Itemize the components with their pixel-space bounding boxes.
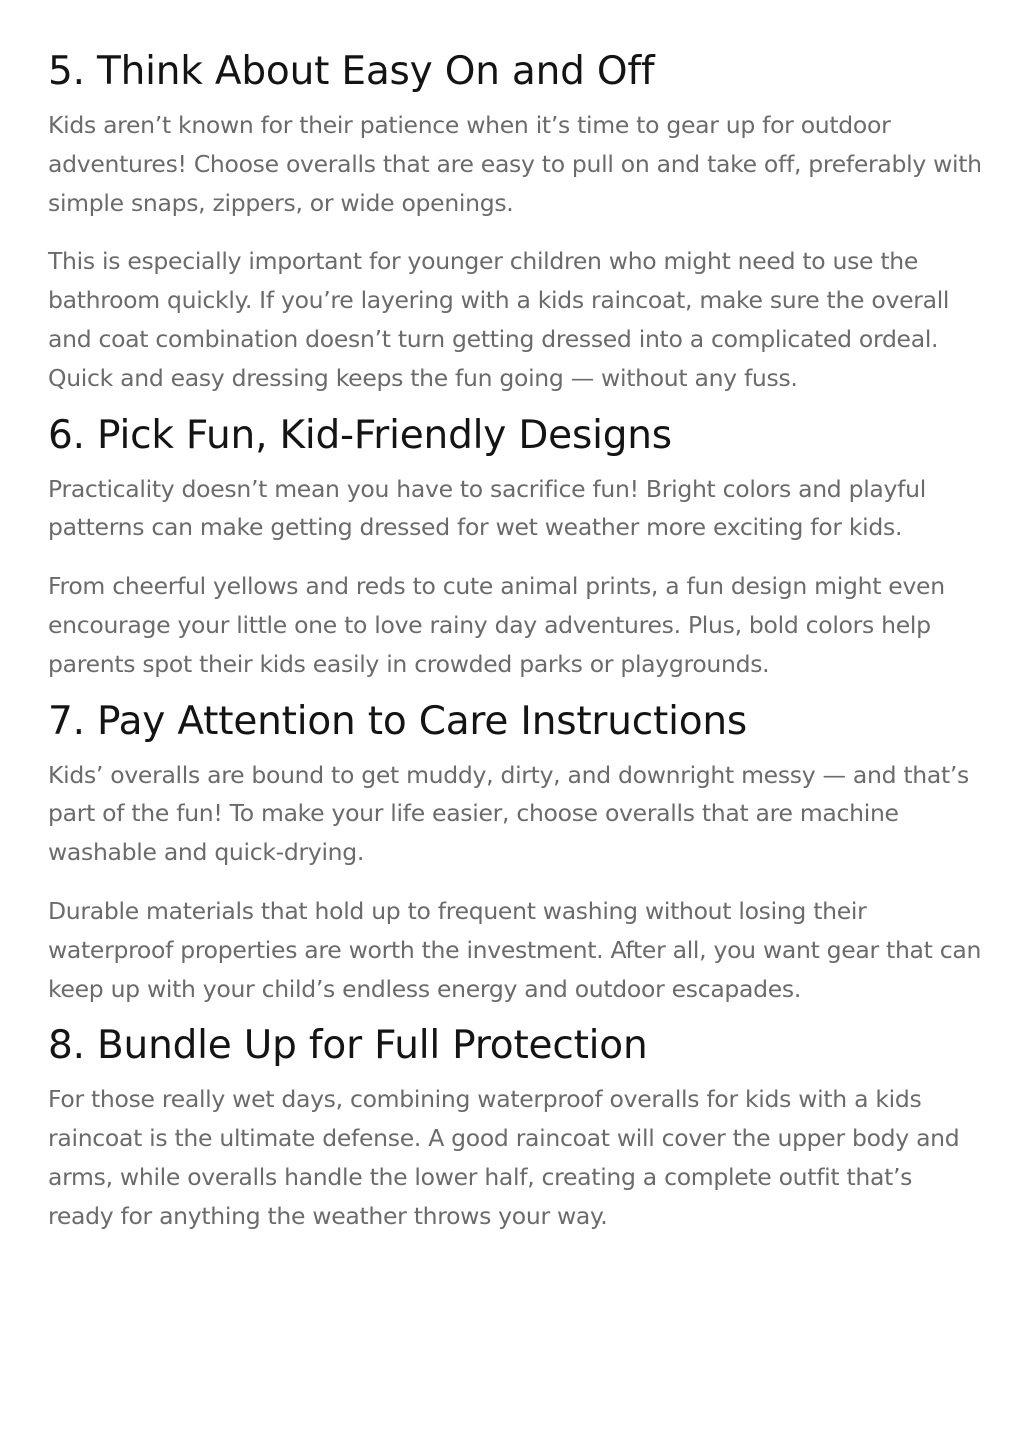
section-care-instructions xyxy=(48,694,984,1009)
section-heading: 7. Pay Attention to Care Instructions xyxy=(48,698,748,744)
section-paragraph: For those really wet days, combining waterproof overalls for kids with a kids raincoat is the ultimate defense. A good raincoat will cover the upper body and arms, while overalls handle the lower half, creating a complete outfit that’s ready for anything the weather throws your way. xyxy=(48,1085,960,1230)
section-paragraph: This is especially important for younger children who might need to use the bathroom quickly. If you’re layering with a kids raincoat, make sure the overall and coat combination doesn’t turn getting dressed into a complicated ordeal. Quick and easy dressing keeps the fun going — without any fuss. xyxy=(48,247,950,392)
section-heading: 8. Bundle Up for Full Protection xyxy=(48,1023,648,1069)
section-easy-on-off xyxy=(48,44,984,398)
section-fun-designs xyxy=(48,408,984,684)
section-full-protection xyxy=(48,1018,984,1235)
section-paragraph: From cheerful yellows and reds to cute animal prints, a fun design might even encourage your little one to love rainy day adventures. Plus, bold colors help parents spot their kids easily in crowded parks or playgrounds. xyxy=(48,572,945,678)
section-paragraph: Durable materials that hold up to frequent washing without losing their waterproof properties are worth the investment. After all, you want gear that can keep up with your child’s endless energy and outdoor escapades. xyxy=(48,896,982,1003)
section-heading: 6. Pick Fun, Kid-Friendly Designs xyxy=(48,412,672,458)
section-paragraph: Practicality doesn’t mean you have to sacrifice fun! Bright colors and playful patterns can make getting dressed for wet weather more exciting for kids. xyxy=(48,474,926,542)
section-paragraph: Kids’ overalls are bound to get muddy, dirty, and downright messy — and that’s part of the fun! To make your life easier, choose overalls that are machine washable and quick-drying. xyxy=(48,760,969,867)
section-heading: 5. Think About Easy On and Off xyxy=(48,49,655,94)
section-paragraph: Kids aren’t known for their patience when it’s time to gear up for outdoor adventures! Choose overalls that are easy to pull on and take off, preferably with simple snaps, zippers, or wide openings. xyxy=(48,111,982,217)
